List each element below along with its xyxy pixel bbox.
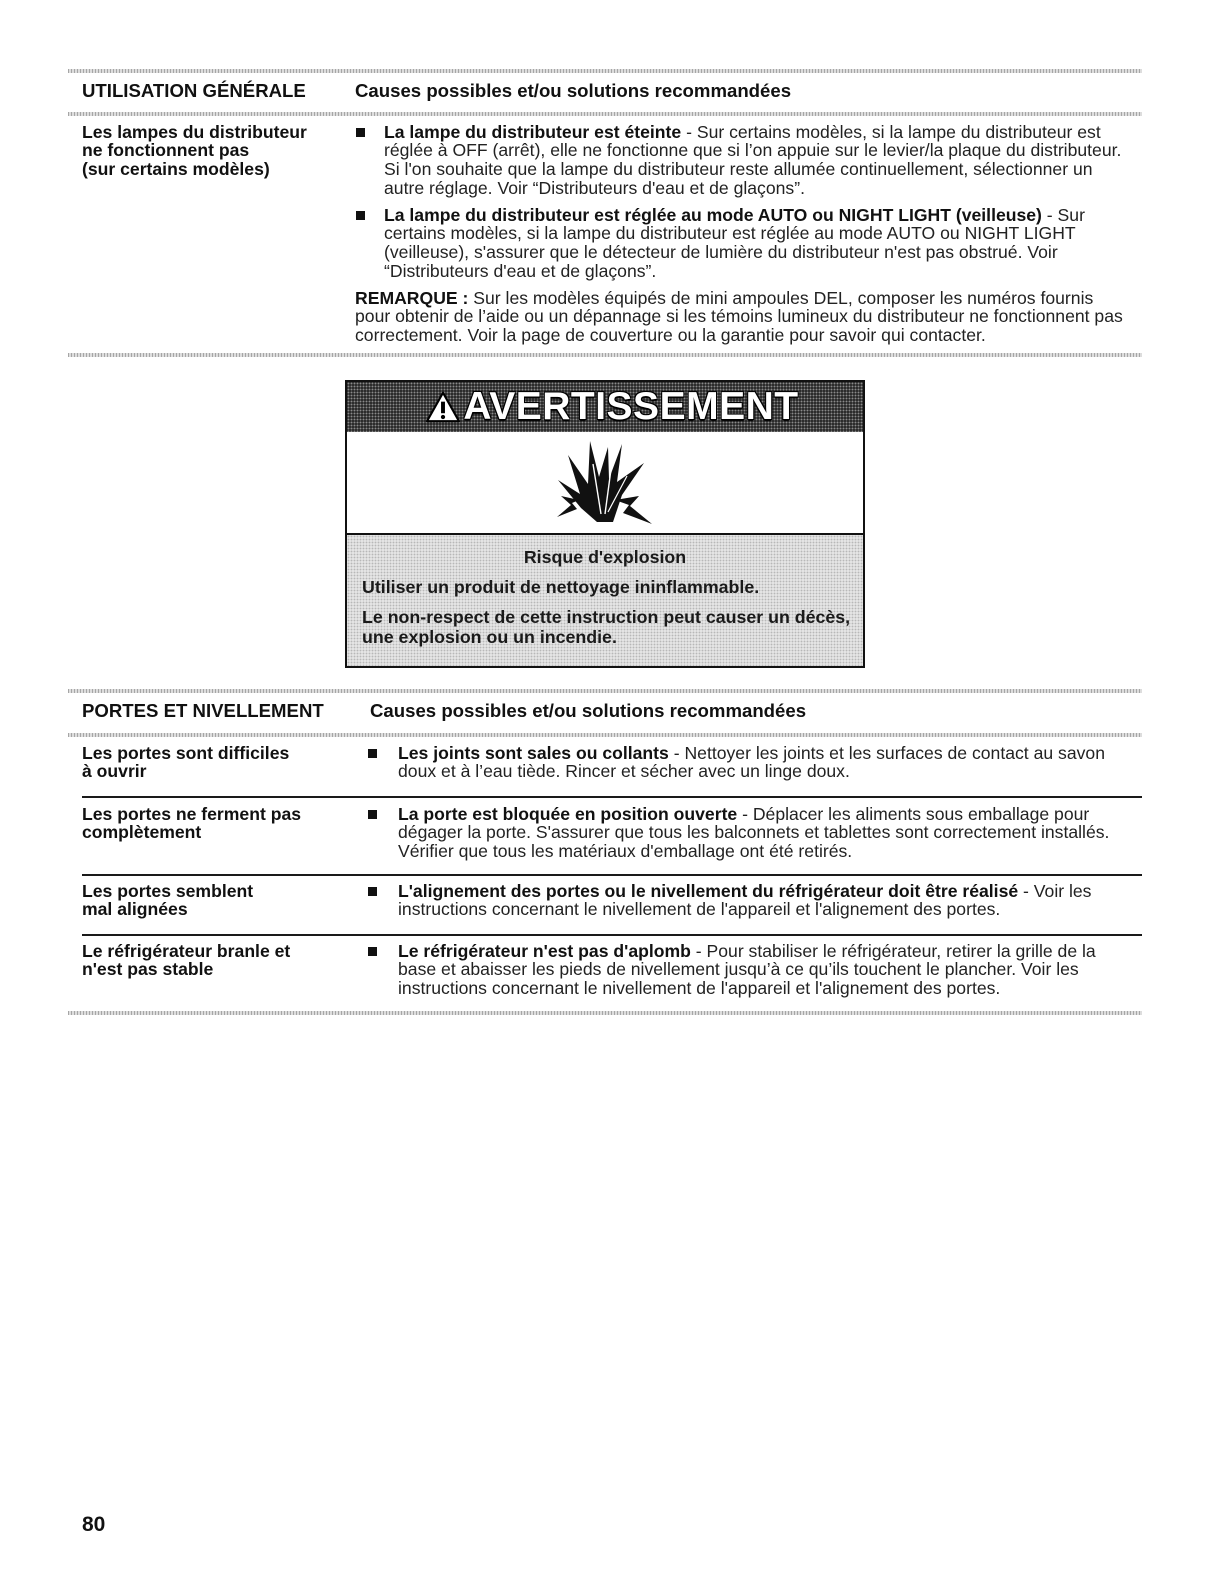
solution-text: - Sur certains modèles, si la lampe du distributeur est [681,121,1101,142]
row-divider [82,934,1142,936]
warning-triangle-icon [425,391,461,423]
solution-cause: La porte est bloquée en position ouverte [398,803,738,824]
section-bottom-rule [68,353,1142,357]
warning-instruction: Utiliser un produit de nettoyage ininflammable. [362,577,760,597]
solution-line: dégager la porte. S'assurer que tous les balconnets et tablettes sont correctement installés. [398,822,1110,843]
solution-line: réglée à OFF (arrêt), elle ne fonctionne que si l’on appuie sur le levier/la plaque du distributeur. [384,140,1122,161]
section-title-doors-leveling: PORTES ET NIVELLEMENT [82,700,324,721]
solution-line: base et abaisser les pieds de nivellement jusqu’à ce qu’ils touchent le plancher. Voir les [398,959,1079,980]
solution-line: Vérifier que tous les matériaux d'emballage ont été retirés. [398,841,853,861]
solution-line: doux et à l’eau tiède. Rincer et sécher avec un linge doux. [398,761,850,782]
solution-item [398,942,1096,998]
warning-title: AVERTISSEMENT [463,385,799,428]
problem-line: mal alignées [82,899,188,920]
note-text: Sur les modèles équipés de mini ampoules DEL, composer les numéros fournis [468,287,1094,308]
section-header-rule [68,112,1142,116]
section-top-rule [68,689,1142,693]
solution-line [398,942,1096,961]
warning-box [345,380,865,668]
problem-line: (sur certains modèles) [82,159,270,179]
solution-line: instructions concernant le nivellement de l'appareil et l'alignement des portes. [398,978,1001,998]
column-title-solutions: Causes possibles et/ou solutions recommandées [370,700,807,721]
solution-item [384,123,1121,198]
problem-label-fridge-unstable [82,942,290,979]
section-top-rule [68,69,1142,73]
note-label: REMARQUE : [355,287,469,308]
warning-pictogram [347,432,863,533]
solution-text: - Voir les [1018,880,1092,901]
bullet-marker [356,211,365,220]
solution-item [384,206,1085,281]
row-divider [82,874,1142,876]
solution-line: Si l'on souhaite que la lampe du distributeur reste allumée continuellement, sélectionner un [384,159,1093,179]
bullet-marker [368,947,377,956]
problem-line: Le réfrigérateur branle et [82,940,291,961]
problem-line: Les portes sont difficiles [82,742,290,763]
solution-line: (veilleuse), s'assurer que le détecteur de lumière du distributeur n'est pas obstrué. Voir [384,242,1058,262]
solution-line: autre réglage. Voir “Distributeurs d'eau et de glaçons”. [384,177,805,198]
column-title-solutions: Causes possibles et/ou solutions recommandées [355,80,792,101]
solution-line [398,744,1105,763]
bullet-marker [368,810,377,819]
solution-text: - Déplacer les aliments sous emballage pour [737,803,1090,824]
warning-message [347,535,863,666]
section-title-general-use: UTILISATION GÉNÉRALE [82,80,306,101]
problem-line: Les portes semblent [82,880,254,901]
page-number: 80 [82,1513,106,1536]
problem-line: n'est pas stable [82,959,214,980]
problem-label-doors-not-closing [82,805,301,842]
warning-consequence-line: Le non-respect de cette instruction peut causer un décès, [362,607,851,627]
solution-cause: Les joints sont sales ou collants [398,742,669,763]
solution-cause: Le réfrigérateur n'est pas d'aplomb [398,940,691,961]
bullet-marker [356,128,365,137]
solution-cause: La lampe du distributeur est réglée au mode AUTO ou NIGHT LIGHT (veilleuse) [384,204,1042,225]
problem-line: complètement [82,822,202,843]
note-line [355,289,1123,308]
solution-cause: L'alignement des portes ou le nivellement du réfrigérateur doit être réalisé [398,880,1019,901]
explosion-icon [555,438,655,528]
problem-label-dispenser-lights [82,123,307,179]
solution-line: certains modèles, si la lampe du distributeur est réglée au mode AUTO ou NIGHT LIGHT [384,223,1076,244]
warning-hazard: Risque d'explosion [523,547,687,567]
note-line: pour obtenir de l’aide ou un dépannage si les témoins lumineux du distributeur ne fonctionnent pas [355,306,1123,327]
solution-text: - Sur [1041,204,1085,225]
solution-cause: La lampe du distributeur est éteinte [384,121,682,142]
solution-text: - Pour stabiliser le réfrigérateur, retirer la grille de la [690,940,1096,961]
solution-text: - Nettoyer les joints et les surfaces de contact au savon [668,742,1105,763]
problem-line: Les lampes du distributeur [82,121,307,142]
note-remarque [355,289,1123,345]
solution-item [398,805,1109,861]
solution-line: “Distributeurs d'eau et de glaçons”. [384,260,657,281]
section-header-rule [68,733,1142,737]
solution-line: instructions concernant le nivellement de l'appareil et l'alignement des portes. [398,899,1001,920]
solution-line [384,206,1085,225]
solution-item [398,882,1091,919]
bullet-marker [368,887,377,896]
problem-label-doors-hard-to-open [82,744,289,781]
section-bottom-rule [68,1011,1142,1015]
note-line: correctement. Voir la page de couverture ou la garantie pour savoir qui contacter. [355,325,986,345]
problem-line: à ouvrir [82,761,147,782]
problem-label-doors-misaligned [82,882,253,919]
bullet-marker [368,749,377,758]
solution-line [384,123,1121,142]
solution-line [398,882,1091,901]
warning-header [347,382,863,432]
row-divider [82,796,1142,798]
problem-line: ne fonctionnent pas [82,140,250,161]
problem-line: Les portes ne ferment pas [82,803,302,824]
warning-consequence-line: une explosion ou un incendie. [362,627,617,647]
warning-consequence [362,607,850,647]
solution-line [398,805,1109,824]
solution-item [398,744,1105,781]
